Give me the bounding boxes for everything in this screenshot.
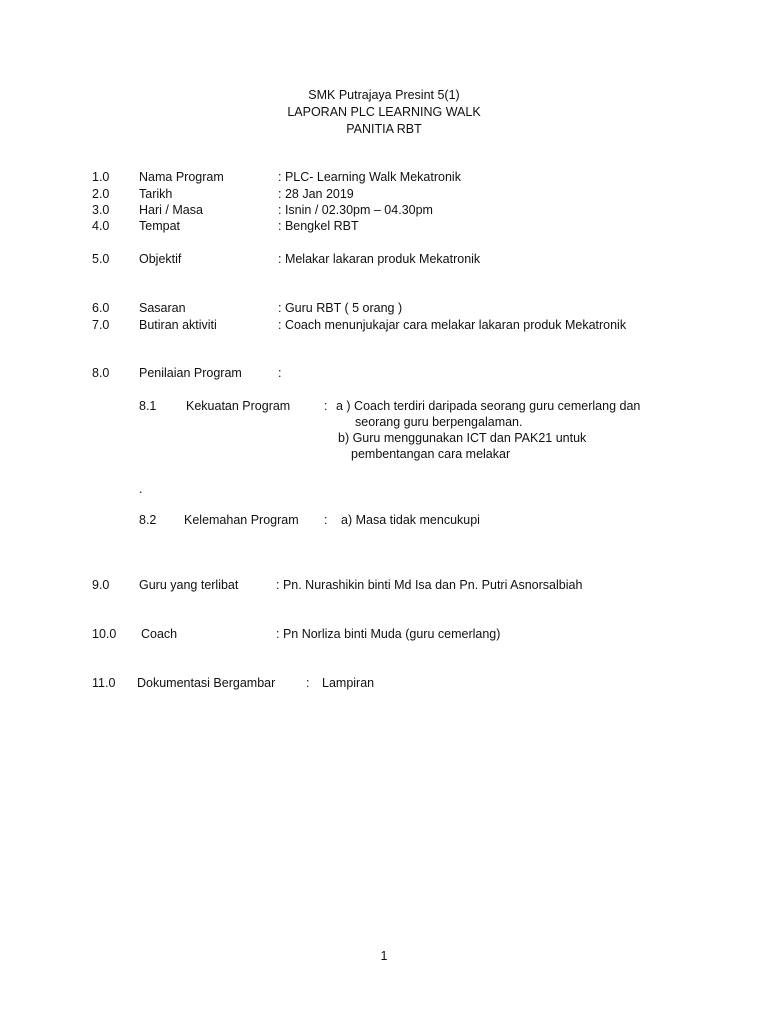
strength-number: 8.1 [139,399,157,413]
item-label: Penilaian Program [139,366,242,380]
item-value: : Bengkel RBT [278,219,359,233]
item-label: Tempat [139,219,180,233]
item-label: Nama Program [139,170,224,184]
stray-dot: . [139,482,143,496]
documentation-number: 11.0 [92,676,116,690]
strength-point-a: a ) Coach terdiri daripada seorang guru cemerlang dan [336,399,641,413]
strength-colon: : [324,399,328,413]
weakness-label: Kelemahan Program [184,513,299,527]
item-value: : Guru RBT ( 5 orang ) [278,301,403,315]
documentation-colon: : [306,676,310,690]
school-name: SMK Putrajaya Presint 5(1) [308,88,460,102]
committee-name: PANITIA RBT [346,122,422,136]
teachers-number: 9.0 [92,578,110,592]
item-number: 8.0 [92,366,110,380]
report-title: LAPORAN PLC LEARNING WALK [287,105,481,119]
item-value: : Isnin / 02.30pm – 04.30pm [278,203,433,217]
coach-label: Coach [141,627,178,641]
item-number: 2.0 [92,187,110,201]
item-label: Objektif [139,252,182,266]
item-label: Hari / Masa [139,203,203,217]
item-value: : Coach menunjukajar cara melakar lakaran produk Mekatronik [278,318,627,332]
weakness-number: 8.2 [139,513,157,527]
item-value: : 28 Jan 2019 [278,187,354,201]
page-number: 1 [380,949,388,963]
item-number: 3.0 [92,203,110,217]
item-label: Sasaran [139,301,186,315]
item-value: : Melakar lakaran produk Mekatronik [278,252,481,266]
item-value: : [278,366,282,380]
coach-number: 10.0 [92,627,117,641]
item-number: 5.0 [92,252,110,266]
teachers-value: : Pn. Nurashikin binti Md Isa dan Pn. Putri Asnorsalbiah [276,578,583,592]
item-number: 1.0 [92,170,110,184]
documentation-label: Dokumentasi Bergambar [137,676,276,690]
item-value: : PLC- Learning Walk Mekatronik [278,170,461,184]
strength-point-b: b) Guru menggunakan ICT dan PAK21 untuk [338,431,587,445]
weakness-point-a: a) Masa tidak mencukupi [341,513,480,527]
strength-point-a-cont: seorang guru berpengalaman. [355,415,523,429]
weakness-colon: : [324,513,328,527]
coach-value: : Pn Norliza binti Muda (guru cemerlang) [276,627,501,641]
strength-point-b-cont: pembentangan cara melakar [351,447,511,461]
documentation-value: Lampiran [322,676,375,690]
teachers-label: Guru yang terlibat [139,578,239,592]
item-label: Butiran aktiviti [139,318,217,332]
item-number: 7.0 [92,318,110,332]
strength-label: Kekuatan Program [186,399,291,413]
item-number: 4.0 [92,219,110,233]
item-number: 6.0 [92,301,110,315]
item-label: Tarikh [139,187,173,201]
